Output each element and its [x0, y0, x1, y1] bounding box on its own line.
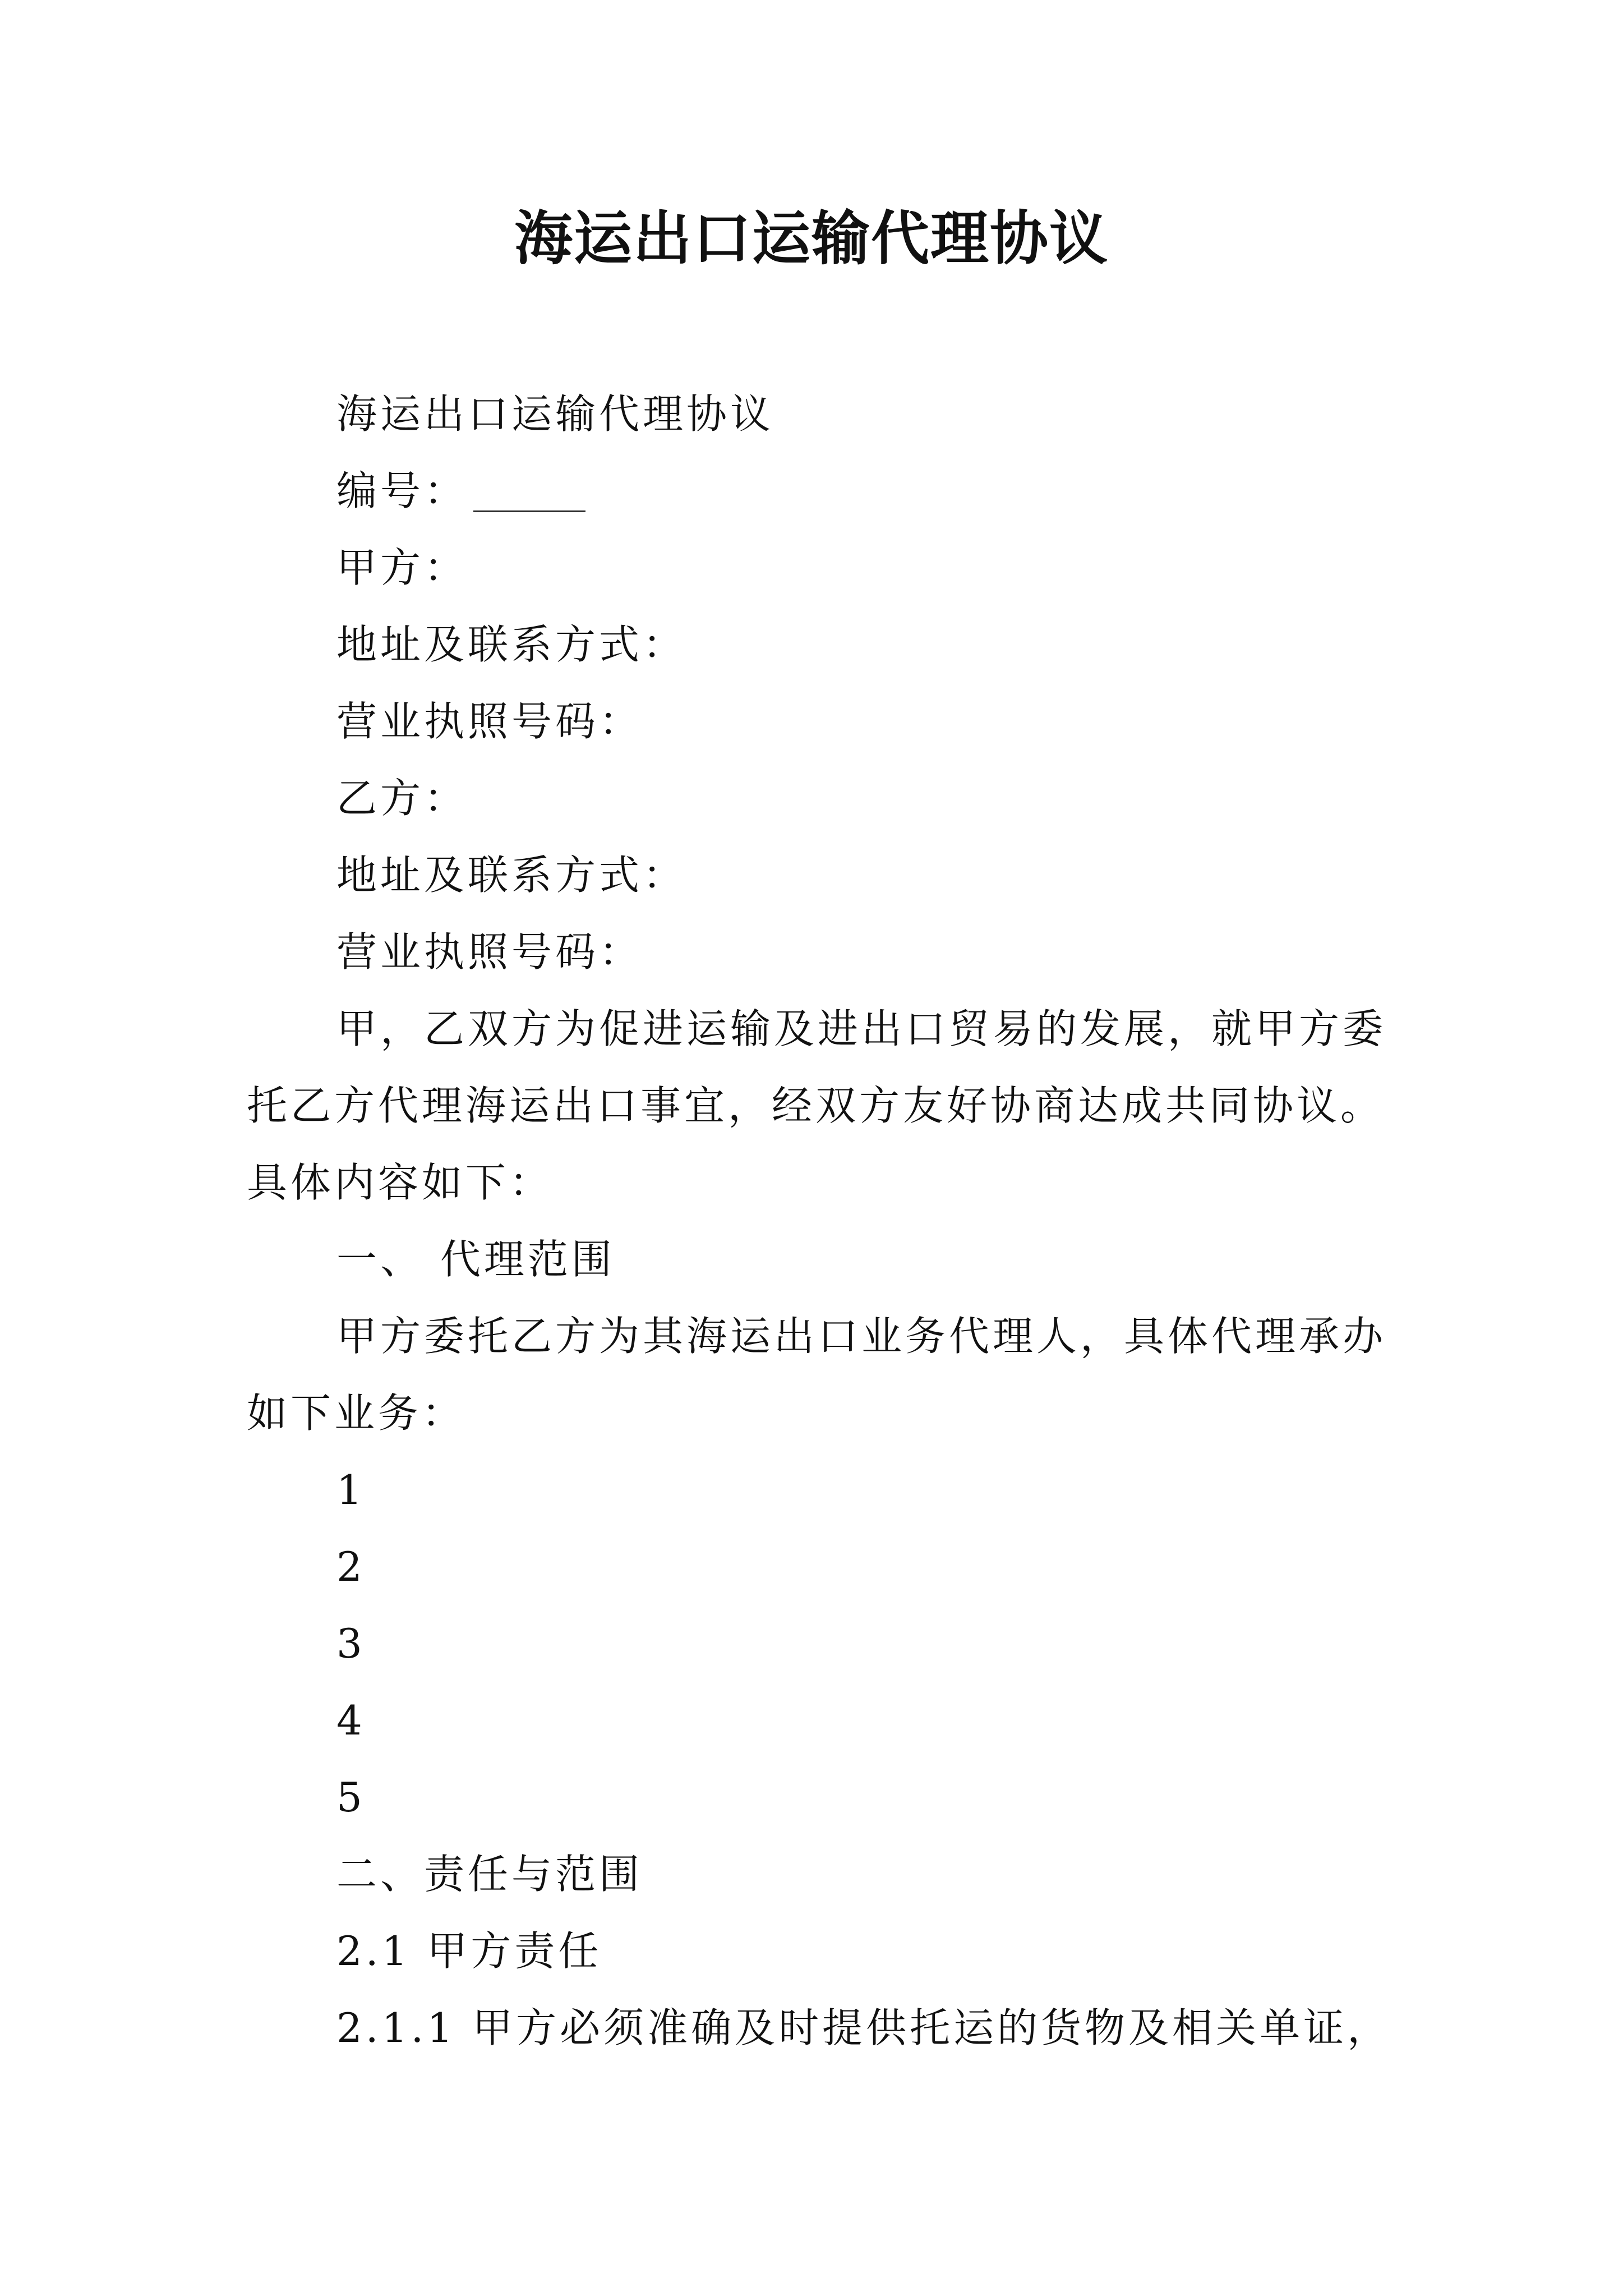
section-1-title: 一、 代理范围: [336, 1236, 615, 1283]
party-a-license-line: 营业执照号码：: [336, 698, 643, 745]
list-item-2: 2: [336, 1543, 366, 1590]
party-a-address-line: 地址及联系方式：: [336, 621, 687, 668]
list-item-1: 1: [336, 1466, 366, 1513]
list-item-5: 5: [336, 1774, 366, 1821]
section-1-paragraph-line-2: 如下业务：: [247, 1389, 466, 1437]
section-2-1-title: 2.1 甲方责任: [336, 1927, 602, 1975]
intro-line-3: 具体内容如下：: [247, 1159, 554, 1206]
section-1-paragraph-line-1: 甲方委托乙方为其海运出口业务代理人，具体代理承办: [336, 1313, 1387, 1360]
heading-line: 海运出口运输代理协议: [336, 390, 774, 438]
list-item-3: 3: [336, 1620, 366, 1667]
number-line: [247, 453, 1391, 530]
party-b-address-line: 地址及联系方式：: [336, 852, 687, 899]
section-2-1-1-line: 2.1.1 甲方必须准确及时提供托运的货物及相关单证，: [336, 2004, 1391, 2051]
document-title: 海运出口运输代理协议: [514, 204, 1109, 273]
section-2-title: 二、责任与范围: [336, 1851, 643, 1898]
document-body: [247, 376, 1391, 2067]
list-item-4: 4: [336, 1697, 366, 1744]
party-a-line: 甲方：: [336, 544, 468, 591]
number-blank: [473, 477, 585, 512]
intro-line-2: 托乙方代理海运出口事宜，经双方友好协商达成共同协议。: [247, 1082, 1385, 1129]
intro-line-1: 甲，乙双方为促进运输及进出口贸易的发展，就甲方委: [336, 1005, 1387, 1052]
party-b-license-line: 营业执照号码：: [336, 928, 643, 976]
party-b-line: 乙方：: [336, 775, 468, 822]
number-label: 编号：: [336, 467, 468, 514]
